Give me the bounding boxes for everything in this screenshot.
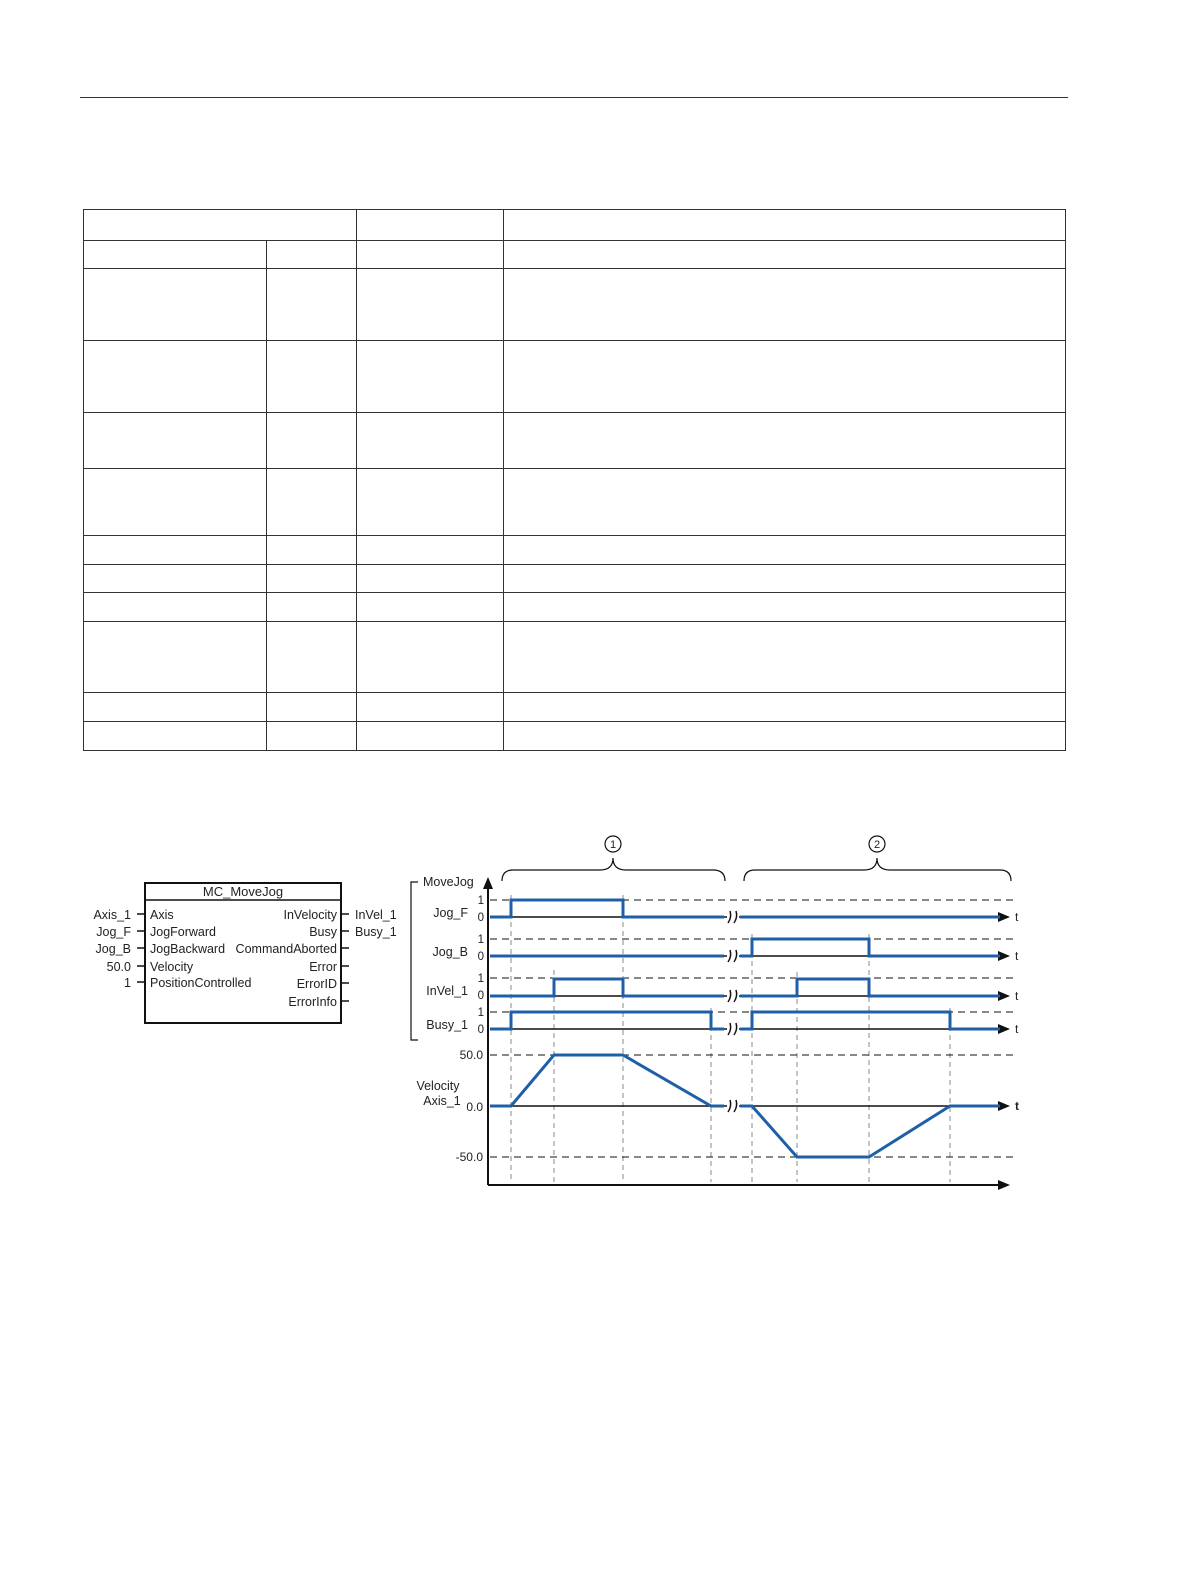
svg-text:-50.0: -50.0 (455, 1150, 483, 1164)
svg-text:ErrorID: ErrorID (296, 977, 337, 991)
invel-trace-2 (740, 979, 1000, 996)
time-axis-label: t (1015, 949, 1019, 963)
svg-text:1: 1 (609, 839, 617, 851)
svg-text:Jog_B: Jog_B (95, 942, 131, 956)
svg-text:0: 0 (477, 951, 484, 963)
function-block-title: MC_MoveJog (202, 884, 284, 899)
time-axis-label: t (1015, 1099, 1019, 1113)
callout-2 (744, 836, 1011, 881)
svg-text:Error: Error (309, 960, 337, 974)
time-axis-label: t (1015, 989, 1019, 1003)
svg-text:0: 0 (477, 1024, 484, 1036)
signal-jog-f-labels (433, 895, 484, 924)
svg-text:Jog_F: Jog_F (433, 906, 468, 920)
svg-text:0: 0 (477, 912, 484, 924)
svg-text:Busy_1: Busy_1 (426, 1018, 468, 1032)
velocity-labels (416, 1048, 483, 1164)
busy-trace (490, 1012, 724, 1029)
busy-trace-2 (740, 1012, 1000, 1029)
svg-text:Busy: Busy (309, 925, 337, 939)
svg-text:1: 1 (477, 1007, 484, 1019)
svg-text:2: 2 (873, 839, 881, 851)
svg-text:InVel_1: InVel_1 (355, 908, 397, 922)
callout-1 (502, 836, 725, 881)
signal-jog-b-labels (433, 934, 484, 963)
time-guides (511, 895, 950, 1182)
jog-b-trace-2 (740, 939, 1000, 956)
velocity-trace (490, 1055, 724, 1106)
svg-text:Axis: Axis (150, 908, 174, 922)
svg-text:Velocity: Velocity (416, 1079, 460, 1093)
svg-text:50.0: 50.0 (106, 960, 131, 974)
svg-text:1: 1 (477, 934, 484, 946)
svg-text:Axis_1: Axis_1 (423, 1094, 461, 1108)
invel-trace (490, 979, 724, 996)
svg-text:Jog_F: Jog_F (96, 925, 131, 939)
svg-text:1: 1 (477, 895, 484, 907)
svg-text:50.0: 50.0 (459, 1048, 483, 1062)
signal-invel-labels (426, 973, 484, 1002)
svg-text:ErrorInfo: ErrorInfo (288, 995, 337, 1009)
svg-text:InVel_1: InVel_1 (426, 984, 468, 998)
svg-text:Axis_1: Axis_1 (93, 908, 131, 922)
svg-text:InVelocity: InVelocity (283, 908, 337, 922)
velocity-axes (483, 877, 1010, 1190)
svg-text:JogForward: JogForward (150, 925, 216, 939)
svg-text:0.0: 0.0 (466, 1100, 483, 1114)
svg-text:1: 1 (124, 976, 131, 990)
svg-text:Velocity: Velocity (150, 960, 194, 974)
svg-text:Busy_1: Busy_1 (355, 925, 397, 939)
svg-text:CommandAborted: CommandAborted (235, 942, 337, 956)
svg-text:PositionControlled: PositionControlled (150, 976, 252, 990)
time-axis-label: t (1015, 910, 1019, 924)
jog-f-trace (490, 900, 724, 917)
velocity-trace-2 (740, 1106, 1000, 1157)
svg-text:0: 0 (477, 990, 484, 1002)
signal-busy-labels (426, 1007, 484, 1036)
svg-text:MoveJog: MoveJog (423, 875, 474, 889)
time-axis-label: t (1015, 1022, 1019, 1036)
svg-text:JogBackward: JogBackward (150, 942, 226, 956)
svg-text:1: 1 (477, 973, 484, 985)
svg-text:Jog_B: Jog_B (432, 945, 468, 959)
